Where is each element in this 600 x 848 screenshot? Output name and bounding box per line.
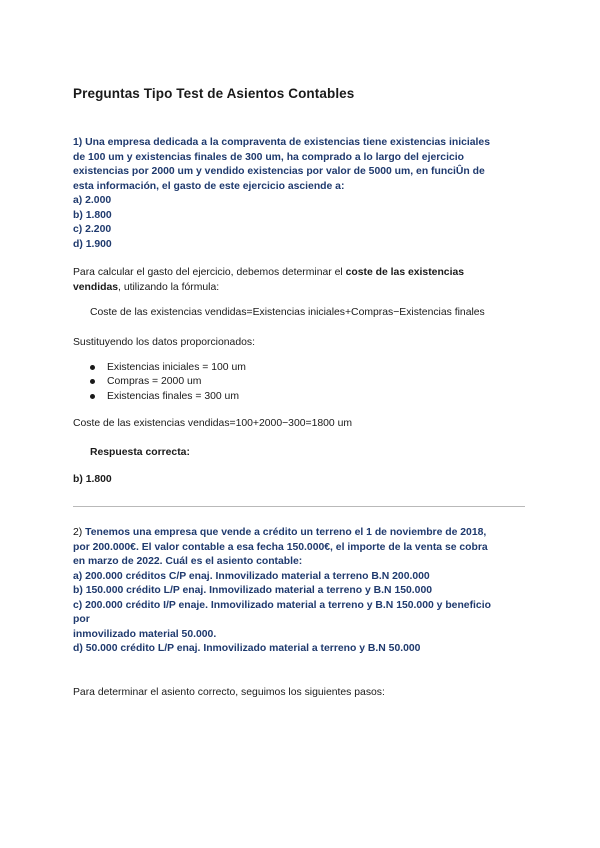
intro-text: Para calcular el gasto del ejercicio, debemos determinar el [73, 267, 346, 278]
list-item-text: Existencias finales = 300 um [107, 390, 239, 402]
question-2-option-a: a) 200.000 créditos C/P enaj. Inmovilizado material a terreno B.N 200.000 [73, 570, 430, 582]
list-item [90, 389, 246, 404]
intro-bold: vendidas [73, 281, 119, 293]
question-2 [73, 526, 533, 657]
list-item [90, 375, 246, 390]
bullet-icon [90, 365, 95, 370]
list-item [90, 360, 246, 375]
question-1-option-d: d) 1.900 [73, 238, 112, 250]
question-1 [73, 136, 533, 252]
list-item-text: Compras = 2000 um [107, 376, 202, 388]
formula: Coste de las existencias vendidas=Existencias iniciales+Compras−Existencias finales [90, 307, 485, 318]
intro-bold: coste de las existencias [345, 267, 465, 278]
substitute-text: Sustituyendo los datos proporcionados: [73, 337, 255, 348]
data-list [90, 360, 246, 404]
question-1-line: existencias por 2000 um y vendido existencias por valor de 5000 um, en funciÛn de [73, 166, 485, 177]
question-2-text: Tenemos una empresa que vende a crédito un terreno el 1 de noviembre de 2018, [85, 527, 487, 538]
explanation-2-intro: Para determinar el asiento correcto, seguimos los siguientes pasos: [73, 687, 385, 698]
intro-text: , utilizando la fórmula: [118, 281, 220, 293]
explanation-1-intro [73, 266, 464, 295]
question-2-line [73, 526, 533, 541]
question-1-option-b: b) 1.800 [73, 209, 112, 221]
question-2-option-b: b) 150.000 crédito L/P enaj. Inmovilizado material a terreno y B.N 150.000 [73, 585, 433, 596]
question-1-line: de 100 um y existencias finales de 300 um, ha comprado a lo largo del ejercicio [73, 151, 464, 163]
question-2-number: 2) [73, 527, 86, 538]
question-2-line: en marzo de 2022. Cuál es el asiento contable: [73, 556, 303, 567]
bullet-icon [90, 379, 95, 384]
divider [73, 506, 525, 507]
question-2-option-c-cont: inmovilizado material 50.000. [73, 628, 217, 640]
question-2-option-c-cont: por [73, 614, 90, 625]
question-1-option-a: a) 2.000 [73, 195, 112, 206]
question-2-option-d: d) 50.000 crédito L/P enaj. Inmovilizado material a terreno y B.N 50.000 [73, 643, 421, 654]
question-2-line: por 200.000€. El valor contable a esa fecha 150.000€, el importe de la venta se cobra [73, 541, 488, 553]
answer-label: Respuesta correcta: [90, 447, 190, 458]
page-title: Preguntas Tipo Test de Asientos Contables [73, 86, 355, 101]
bullet-icon [90, 394, 95, 399]
answer-value: b) 1.800 [73, 474, 112, 485]
result-text: Coste de las existencias vendidas=100+2000−300=1800 um [73, 418, 353, 429]
question-2-option-c: c) 200.000 crédito I/P enaje. Inmovilizado material a terreno y B.N 150.000 y beneficio [73, 599, 491, 611]
question-1-option-c: c) 2.200 [73, 224, 112, 235]
list-item-text: Existencias iniciales = 100 um [107, 361, 246, 373]
question-1-line: 1) Una empresa dedicada a la compraventa de existencias tiene existencias iniciales [73, 137, 490, 148]
question-1-line: esta información, el gasto de este ejercicio asciende a: [73, 180, 345, 192]
